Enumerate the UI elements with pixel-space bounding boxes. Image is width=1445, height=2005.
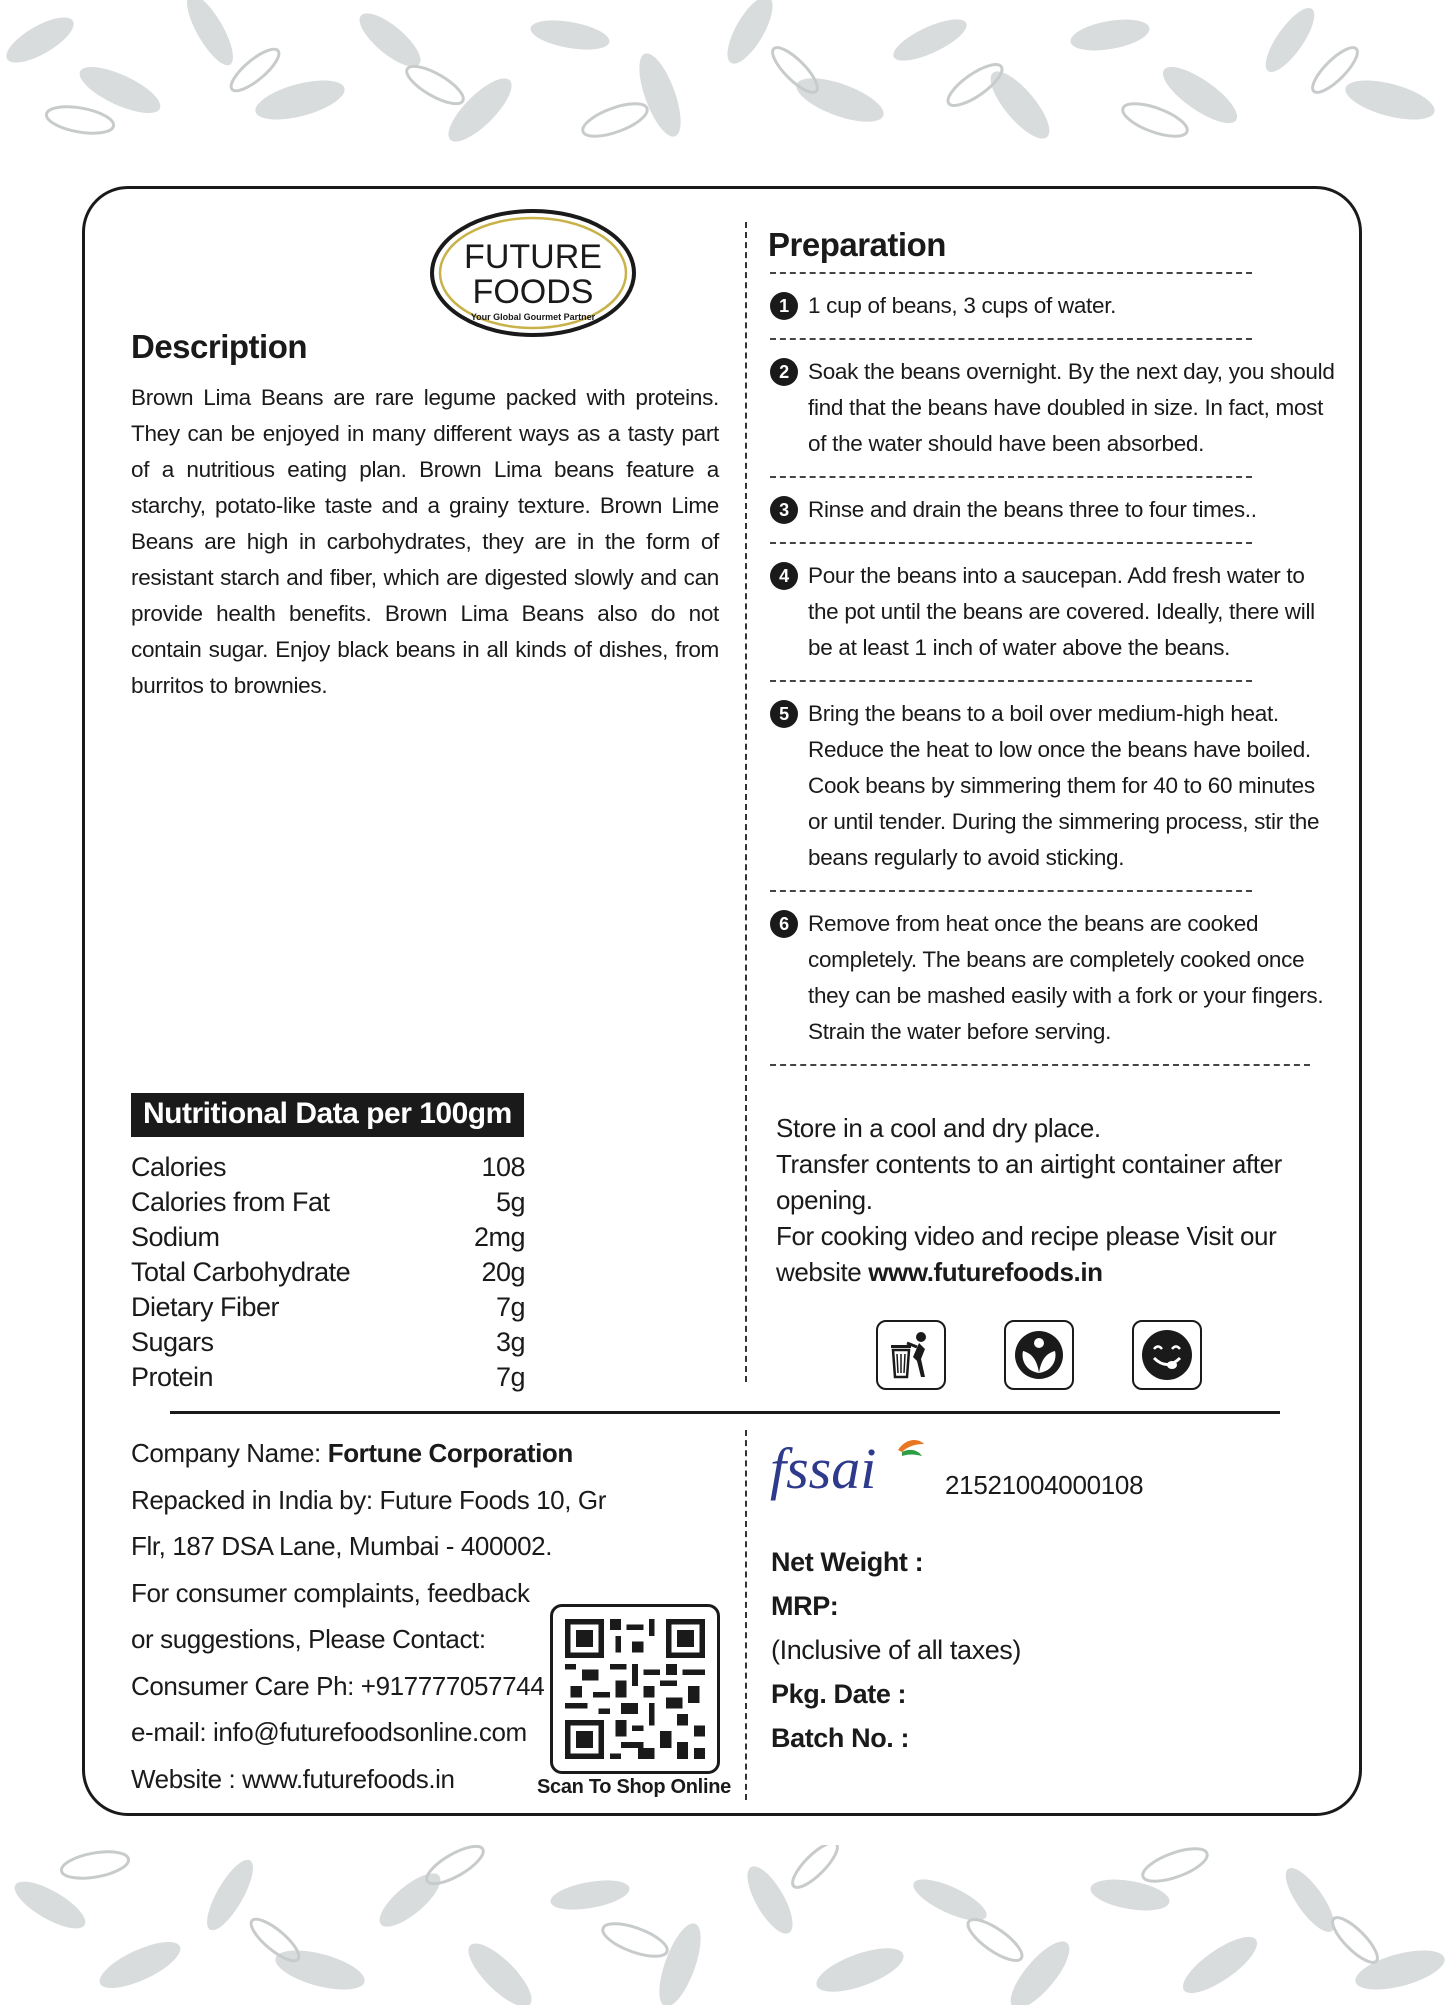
dispose-trash-icon bbox=[876, 1320, 946, 1390]
nutrient-name: Total Carbohydrate bbox=[131, 1257, 351, 1287]
nutrient-value: 20g bbox=[481, 1257, 525, 1287]
step-number: 3 bbox=[770, 496, 798, 524]
nutrition-title: Nutritional Data per 100gm bbox=[131, 1093, 524, 1137]
nutrient-value: 7g bbox=[495, 1362, 525, 1392]
repacked-by: Repacked in India by: Future Foods 10, Gr Flr, 187 DSA Lane, Mumbai - 400002. bbox=[131, 1484, 606, 1561]
nutrition-row bbox=[131, 1360, 525, 1395]
mrp-note: (Inclusive of all taxes) bbox=[771, 1635, 1021, 1665]
net-weight-label: Net Weight : bbox=[771, 1547, 924, 1577]
step-item bbox=[770, 892, 1340, 1064]
step-text: 1 cup of beans, 3 cups of water. bbox=[808, 293, 1117, 318]
nutrient-name: Calories from Fat bbox=[131, 1187, 330, 1217]
consumer-care-phone: Consumer Care Ph: +917777057744 bbox=[131, 1670, 545, 1701]
top-bean-pattern bbox=[0, 0, 1445, 150]
nutrition-row bbox=[131, 1290, 525, 1325]
step-text: Bring the beans to a boil over medium-high heat. Reduce the heat to low once the beans have boiled. Cook beans by simmering them for 40 to 60 minutes or until tender. During the simmering process, stir the beans regularly to avoid sticking. bbox=[808, 701, 1320, 870]
step-number: 2 bbox=[770, 358, 798, 386]
nutrient-value: 7g bbox=[495, 1292, 525, 1322]
step-item bbox=[770, 478, 1340, 542]
nutrition-table bbox=[131, 1150, 525, 1395]
qr-code bbox=[550, 1604, 720, 1774]
storage-visit-text: For cooking video and recipe please Visit our website bbox=[776, 1221, 1277, 1287]
consumer-email: e-mail: info@futurefoodsonline.com bbox=[131, 1717, 527, 1747]
nutrition-row bbox=[131, 1220, 525, 1255]
step-item bbox=[770, 274, 1340, 338]
tasty-smiley-icon bbox=[1132, 1320, 1202, 1390]
step-text: Pour the beans into a saucepan. Add fresh water to the pot until the beans are covered. Ideally, there will be at least 1 inch of water above the beans. bbox=[808, 563, 1315, 660]
pkg-date-label: Pkg. Date : bbox=[771, 1679, 907, 1709]
nutrition-row bbox=[131, 1150, 525, 1185]
fssai-logo bbox=[768, 1436, 948, 1511]
description-title: Description bbox=[131, 328, 308, 365]
nutrient-name: Sugars bbox=[131, 1327, 214, 1357]
fssai-license-number: 21521004000108 bbox=[945, 1470, 1144, 1500]
fssai-logo-text: fssai bbox=[770, 1436, 877, 1501]
step-item bbox=[770, 544, 1340, 680]
pack-details bbox=[771, 1540, 1021, 1760]
nutrient-value: 2mg bbox=[473, 1222, 525, 1252]
preparation-title: Preparation bbox=[768, 226, 946, 263]
divider bbox=[770, 1064, 1310, 1066]
step-number: 6 bbox=[770, 910, 798, 938]
column-divider bbox=[745, 222, 747, 1382]
future-foods-logo bbox=[428, 206, 638, 340]
step-number: 1 bbox=[770, 292, 798, 320]
nutrient-value: 5g bbox=[495, 1187, 525, 1217]
nutrient-name: Dietary Fiber bbox=[131, 1292, 280, 1322]
mrp-label: MRP: bbox=[771, 1591, 839, 1621]
nutrient-value: 108 bbox=[481, 1152, 525, 1182]
nutrition-row bbox=[131, 1255, 525, 1290]
preparation-steps bbox=[770, 272, 1340, 1066]
description-text: Brown Lima Beans are rare legume packed with proteins. They can be enjoyed in many different ways as a tasty part of a nutritious eating plan. Brown Lima beans feature a starchy, potato-like taste and a grainy texture. Brown Lime Beans are high in carbohydrates, they are in the form of resistant starch and fiber, which are digested slowly and can provide health benefits. Brown Lima Beans also do not contain sugar. Enjoy black beans in all kinds of dishes, from burritos to brownies. bbox=[131, 385, 719, 698]
company-name-label: Company Name: bbox=[131, 1438, 321, 1468]
complaints-text: For consumer complaints, feedback or suggestions, Please Contact: bbox=[131, 1577, 530, 1654]
step-text: Remove from heat once the beans are cooked completely. The beans are completely cooked once they can be mashed easily with a fork or your fingers. Strain the water before serving. bbox=[808, 911, 1324, 1044]
company-name-line bbox=[131, 1430, 611, 1477]
logo-line1: FUTURE bbox=[464, 238, 602, 276]
column-divider-bottom bbox=[745, 1430, 747, 1800]
step-text: Soak the beans overnight. By the next day, you should find that the beans have doubled in size. In fact, most of the water should have been absorbed. bbox=[808, 359, 1335, 456]
vegetarian-leaf-icon bbox=[1004, 1320, 1074, 1390]
company-name: Fortune Corporation bbox=[327, 1438, 573, 1468]
storage-line bbox=[776, 1218, 1336, 1290]
bottom-bean-pattern bbox=[0, 1845, 1445, 2005]
company-info bbox=[131, 1430, 611, 1802]
batch-number-label: Batch No. : bbox=[771, 1723, 910, 1753]
nutrient-name: Sodium bbox=[131, 1222, 220, 1252]
storage-line: Store in a cool and dry place. bbox=[776, 1113, 1101, 1143]
logo-tagline: Your Global Gourmet Partner bbox=[470, 312, 596, 322]
step-number: 4 bbox=[770, 562, 798, 590]
section-rule bbox=[170, 1411, 1280, 1414]
nutrition-row bbox=[131, 1325, 525, 1360]
storage-line: Transfer contents to an airtight container after opening. bbox=[776, 1149, 1282, 1215]
package-icons bbox=[876, 1320, 1202, 1390]
qr-label: Scan To Shop Online bbox=[537, 1776, 731, 1798]
step-item bbox=[770, 682, 1340, 890]
nutrient-value: 3g bbox=[495, 1327, 525, 1357]
storage-info bbox=[776, 1110, 1336, 1290]
step-number: 5 bbox=[770, 700, 798, 728]
logo-line2: FOODS bbox=[472, 273, 594, 311]
step-item bbox=[770, 340, 1340, 476]
storage-website: www.futurefoods.in bbox=[868, 1257, 1103, 1287]
company-website: Website : www.futurefoods.in bbox=[131, 1763, 455, 1794]
nutrient-name: Calories bbox=[131, 1152, 227, 1182]
nutrient-name: Protein bbox=[131, 1362, 214, 1392]
step-text: Rinse and drain the beans three to four times.. bbox=[808, 497, 1257, 522]
nutrition-row bbox=[131, 1185, 525, 1220]
